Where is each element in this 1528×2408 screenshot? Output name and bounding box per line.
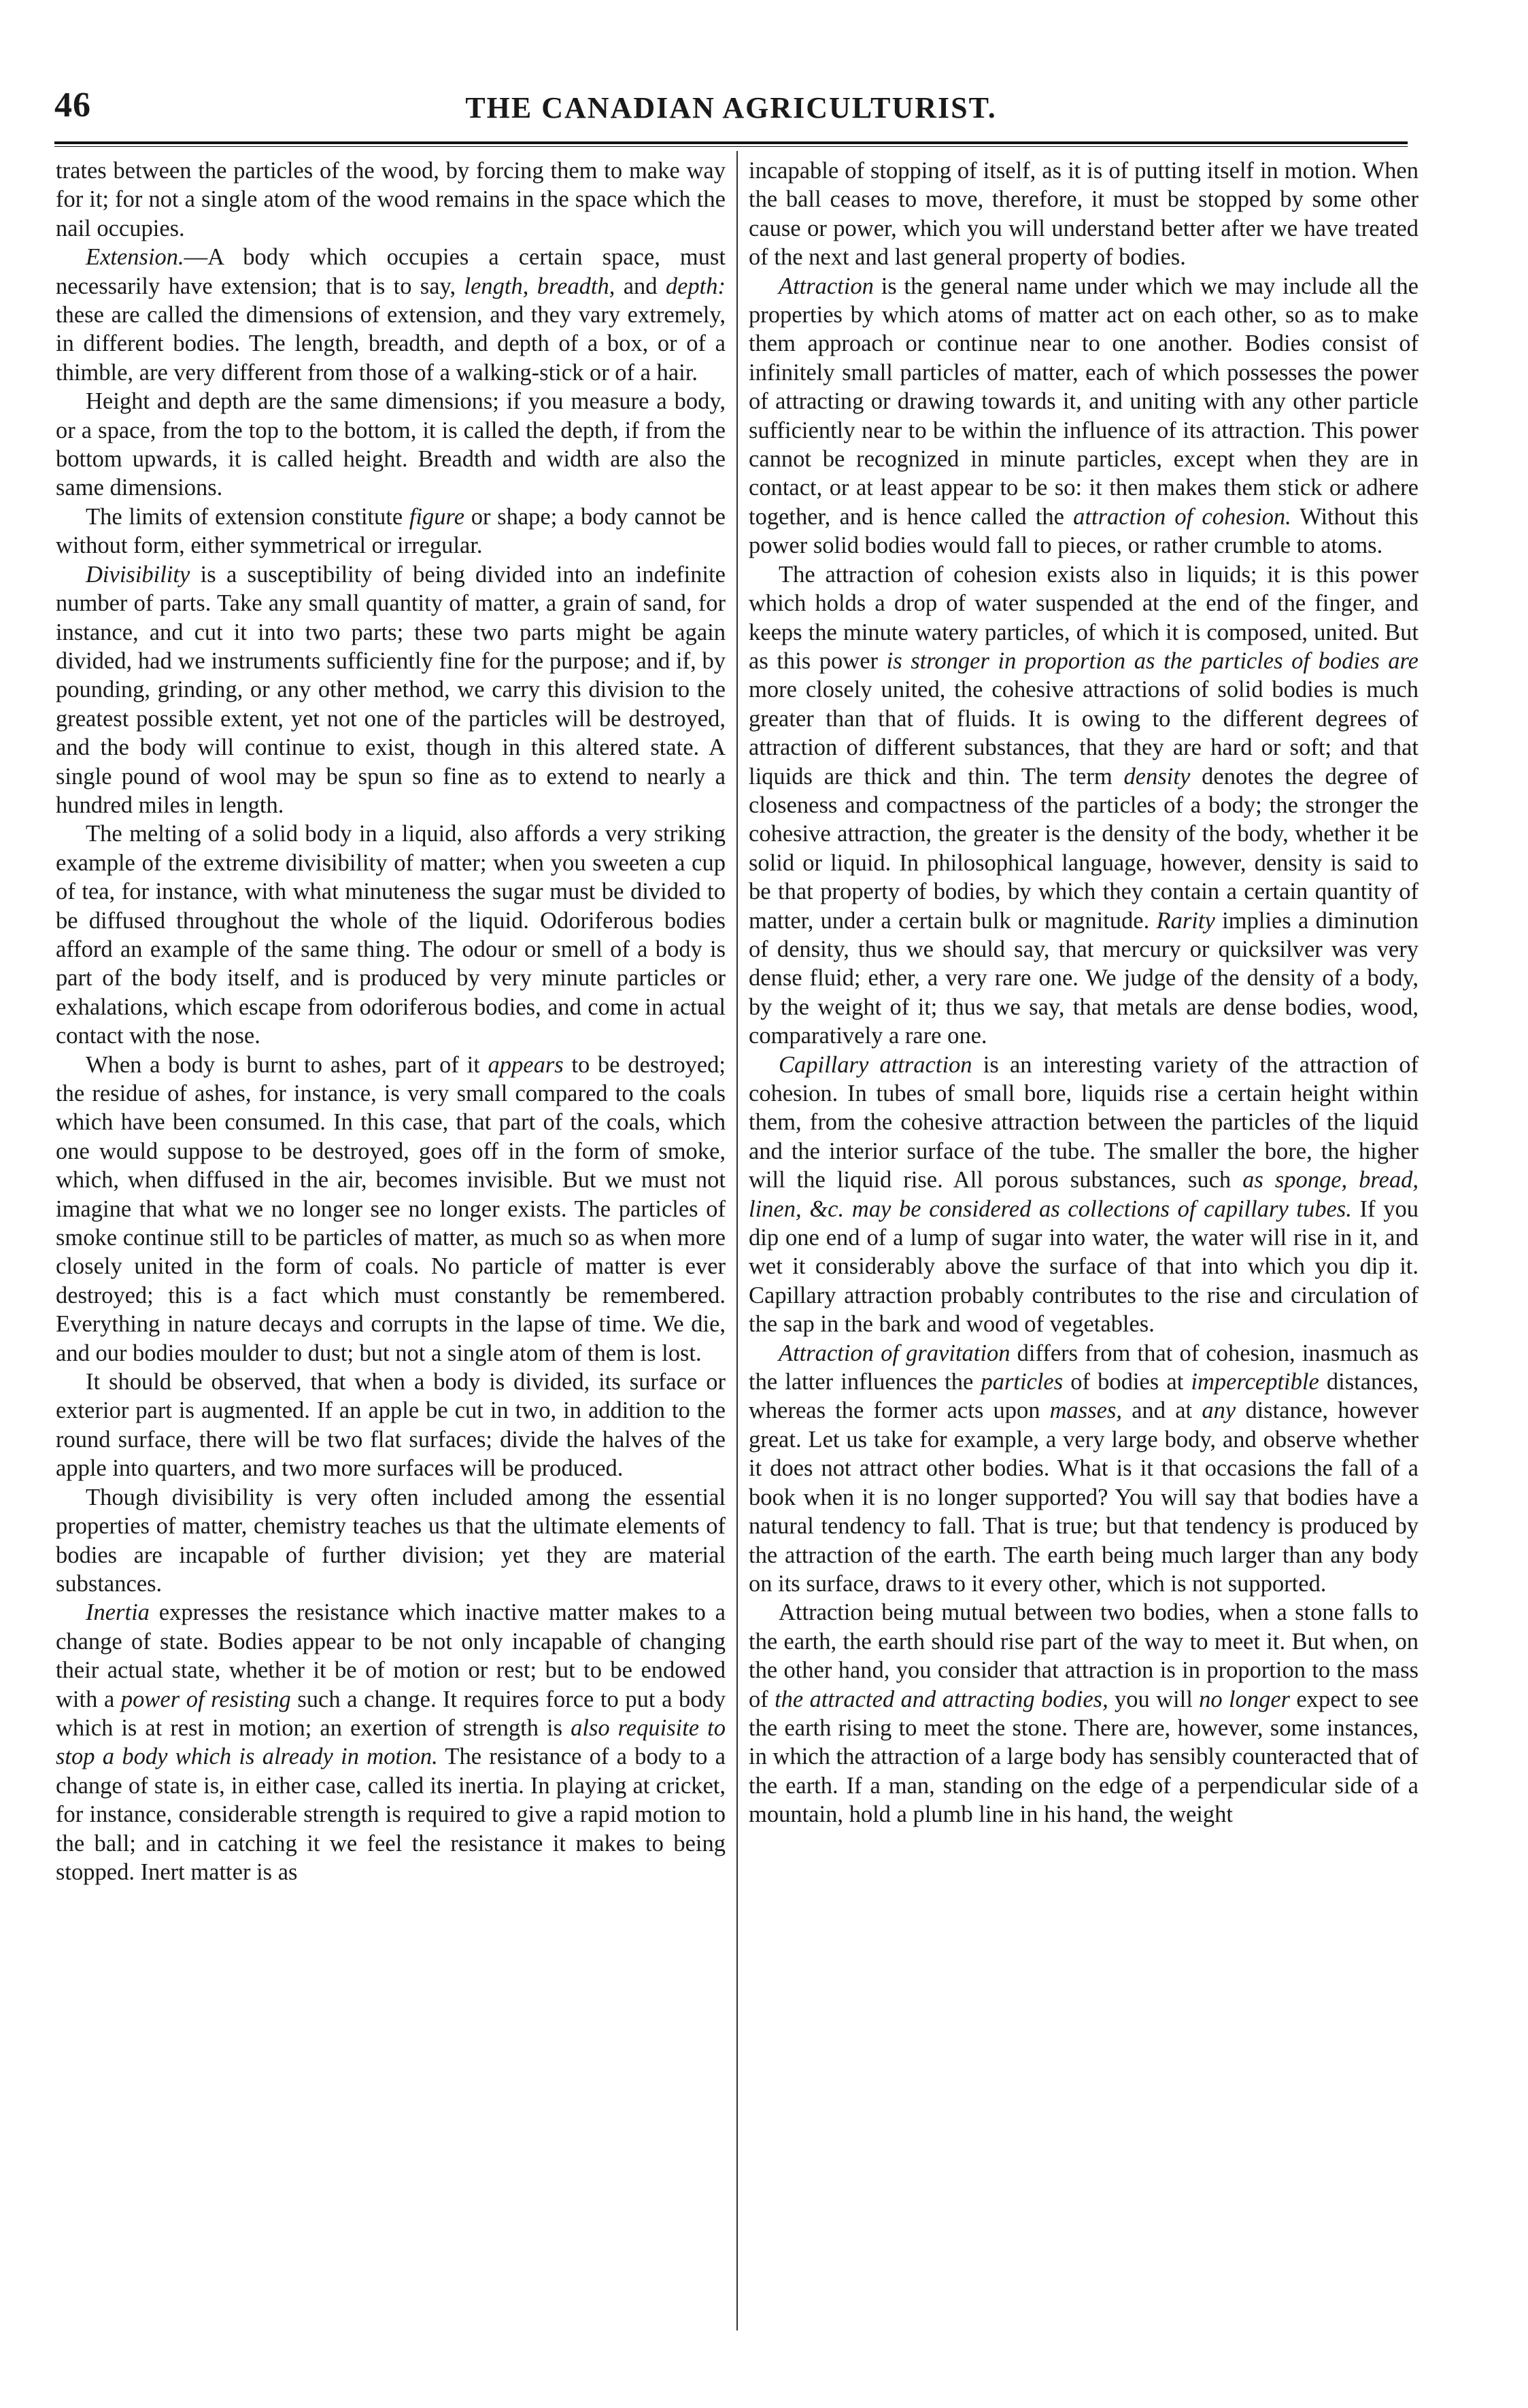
- term: Divisibility: [86, 561, 190, 588]
- paragraph: When a body is burnt to ashes, part of it appears to be destroyed; the residue of ashes, for instance, is very small compared to the coals which have been consumed. In this case, that part of the coals, which one would suppose to be destroyed, goes off in the form of smoke, which, when diffused in the air, becomes invisible. But we must not imagine that what we no longer see no longer exists. The particles of smoke continue still to be particles of matter, as much so as when more closely united in the form of coals. No particle of matter is ever destroyed; this is a fact which must constantly be remembered. Everything in nature decays and corrupts in the lapse of time. We die, and our bodies moulder to dust; but not a single atom of them is lost.: [56, 1051, 726, 1366]
- term: Attraction of gravitation: [779, 1340, 1011, 1366]
- page-header: [41, 85, 1421, 139]
- paragraph-capillary: Capillary attraction is an interesting variety of the attraction of cohesion. In tubes of small bore, liquids rise a certain height within them, from the cohesive attraction between the particles of the liquid and the interior surface of the tube. The smaller the bore, the higher will the liquid rise. All porous substances, such as sponge, bread, linen, &c. may be considered as collections of capillary tubes. If you dip one end of a lump of sugar into water, the water will rise in it, and wet it considerably above the surface of that into which you dip it. Capillary attraction probably contributes to the rise and circulation of the sap in the bark and wood of vegetables.: [749, 1051, 1419, 1338]
- term: Inertia: [86, 1599, 150, 1626]
- paragraph: The melting of a solid body in a liquid, also affords a very striking example of the extreme divisibility of matter; when you sweeten a cup of tea, for instance, with what minuteness the sugar must be divided to be diffused throughout the whole of the liquid. Odoriferous bodies afford an example of the same thing. The odour or smell of a body is part of the body itself, and is produced by very minute particles or exhalations, which escape from odoriferous bodies, and come in actual contact with the nose.: [56, 821, 726, 1049]
- term: Attraction: [779, 273, 874, 299]
- paragraph: Attraction being mutual between two bodies, when a stone falls to the earth, the earth should rise part of the way to meet it. But when, on the other hand, you consider that attraction is in proportion to the mass of the attracted and attracting bodies, you will no longer expect to see the earth rising to meet the stone. There are, however, some instances, in which the attraction of a large body has sensibly counteracted that of the earth. If a man, standing on the edge of a perpendicular side of a mountain, hold a plumb line in his hand, the weight: [749, 1599, 1419, 1828]
- paragraph: trates between the particles of the wood, by forcing them to make way for it; for not a single atom of the wood remains in the space which the nail occupies.: [56, 158, 726, 241]
- paragraph: Though divisibility is very often included among the essential properties of matter, chemistry teaches us that the ultimate elements of bodies are incapable of further division; yet they are material substances.: [56, 1484, 726, 1597]
- paragraph-attraction: Attraction is the general name under which we may include all the properties by which atoms of matter act on each other, so as to make them approach or continue near to one another. Bodies consist of infinitely small particles of matter, each of which possesses the power of attracting or drawing towards it, and uniting with any other particle sufficiently near to be within the influence of its attraction. This power cannot be recognized in minute particles, except when they are in contact, or at least appear to be so: it then makes them stick or adhere together, and is hence called the attraction of cohesion. Without this power solid bodies would fall to pieces, or rather crumble to atoms.: [749, 273, 1419, 559]
- running-title: THE CANADIAN AGRICULTURIST.: [465, 91, 997, 124]
- term: Capillary attraction: [779, 1051, 972, 1078]
- paragraph: The limits of extension constitute figure or shape; a body cannot be without form, either symmetrical or irregular.: [56, 503, 726, 559]
- paragraph-inertia: Inertia expresses the resistance which inactive matter makes to a change of state. Bodies appear to be not only incapable of changing their actual state, whether it be of motion or rest; but to be endowed with a power of resisting such a change. It requires force to put a body which is at rest in motion; an exertion of strength is also requisite to stop a body which is already in motion. The resistance of a body to a change of state is, in either case, called its inertia. In playing at cricket, for instance, considerable strength is required to give a rapid motion to the ball; and in catching it we feel the resistance it makes to being stopped. Inert matter is as: [56, 1599, 726, 1885]
- page-number: 46: [54, 86, 91, 124]
- column-divider: [736, 151, 738, 2330]
- header-rule: [54, 141, 1408, 147]
- paragraph: It should be observed, that when a body is divided, its surface or exterior part is augmented. If an apple be cut in two, in addition to the round surface, there will be two flat surfaces; divide the halves of the apple into quarters, and two more surfaces will be produced.: [56, 1369, 726, 1482]
- paragraph: The attraction of cohesion exists also in liquids; it is this power which holds a drop of water suspended at the end of the finger, and keeps the minute watery particles, of which it is composed, united. But as this power is stronger in proportion as the particles of bodies are more closely united, the cohesive attractions of solid bodies is much greater than that of fluids. It is owing to the different degrees of attraction of different substances, that they are hard or soft; and that liquids are thick and thin. The term density denotes the degree of closeness and compactness of the particles of a body; the stronger the cohesive attraction, the greater is the density of the body, whether it be solid or liquid. In philosophical language, however, density is said to be that property of bodies, by which they contain a certain quantity of matter, under a certain bulk or magnitude. Rarity implies a diminution of density, thus we should say, that mercury or quicksilver was very dense fluid; ether, a very rare one. We judge of the density of a body, by the weight of it; thus we say, that metals are dense bodies, wood, comparatively a rare one.: [749, 561, 1419, 1049]
- right-column: [749, 156, 1419, 2333]
- paragraph-gravitation: Attraction of gravitation differs from that of cohesion, inasmuch as the latter influences the particles of bodies at imperceptible distances, whereas the former acts upon masses, and at any distance, however great. Let us take for example, a very large body, and observe whether it does not attract other bodies. What is it that occasions the fall of a book when it is no longer supported? You will say that bodies have a natural tendency to fall. That is true; but that tendency is produced by the attraction of the earth. The earth being much larger than any body on its surface, draws to it every other, which is not supported.: [749, 1340, 1419, 1597]
- paragraph: Height and depth are the same dimensions; if you measure a body, or a space, from the top to the bottom, it is called the depth, if from the bottom upwards, it is called height. Breadth and width are also the same dimensions.: [56, 388, 726, 501]
- paragraph-divisibility: Divisibility is a susceptibility of being divided into an indefinite number of parts. Take any small quantity of matter, a grain of sand, for instance, and cut it into two parts; these two parts might be again divided, had we instruments sufficiently fine for the purpose; and if, by pounding, grinding, or any other method, we carry this division to the greatest possible extent, yet not one of the particles will be destroyed, and the body will continue to exist, though in this altered state. A single pound of wool may be spun so fine as to extend to nearly a hundred miles in length.: [56, 561, 726, 818]
- left-column: [56, 156, 726, 2333]
- term: Extension.: [86, 244, 184, 271]
- paragraph: incapable of stopping of itself, as it is of putting itself in motion. When the ball ceases to move, therefore, it must be stopped by some other cause or power, which you will understand better after we have treated of the next and last general property of bodies.: [749, 158, 1419, 271]
- paragraph-extension: Extension.—A body which occupies a certain space, must necessarily have extension; that is to say, length, breadth, and depth: these are called the dimensions of extension, and they vary extremely, in different bodies. The length, breadth, and depth of a box, or of a thimble, are very different from those of a walking-stick or of a hair.: [56, 244, 726, 386]
